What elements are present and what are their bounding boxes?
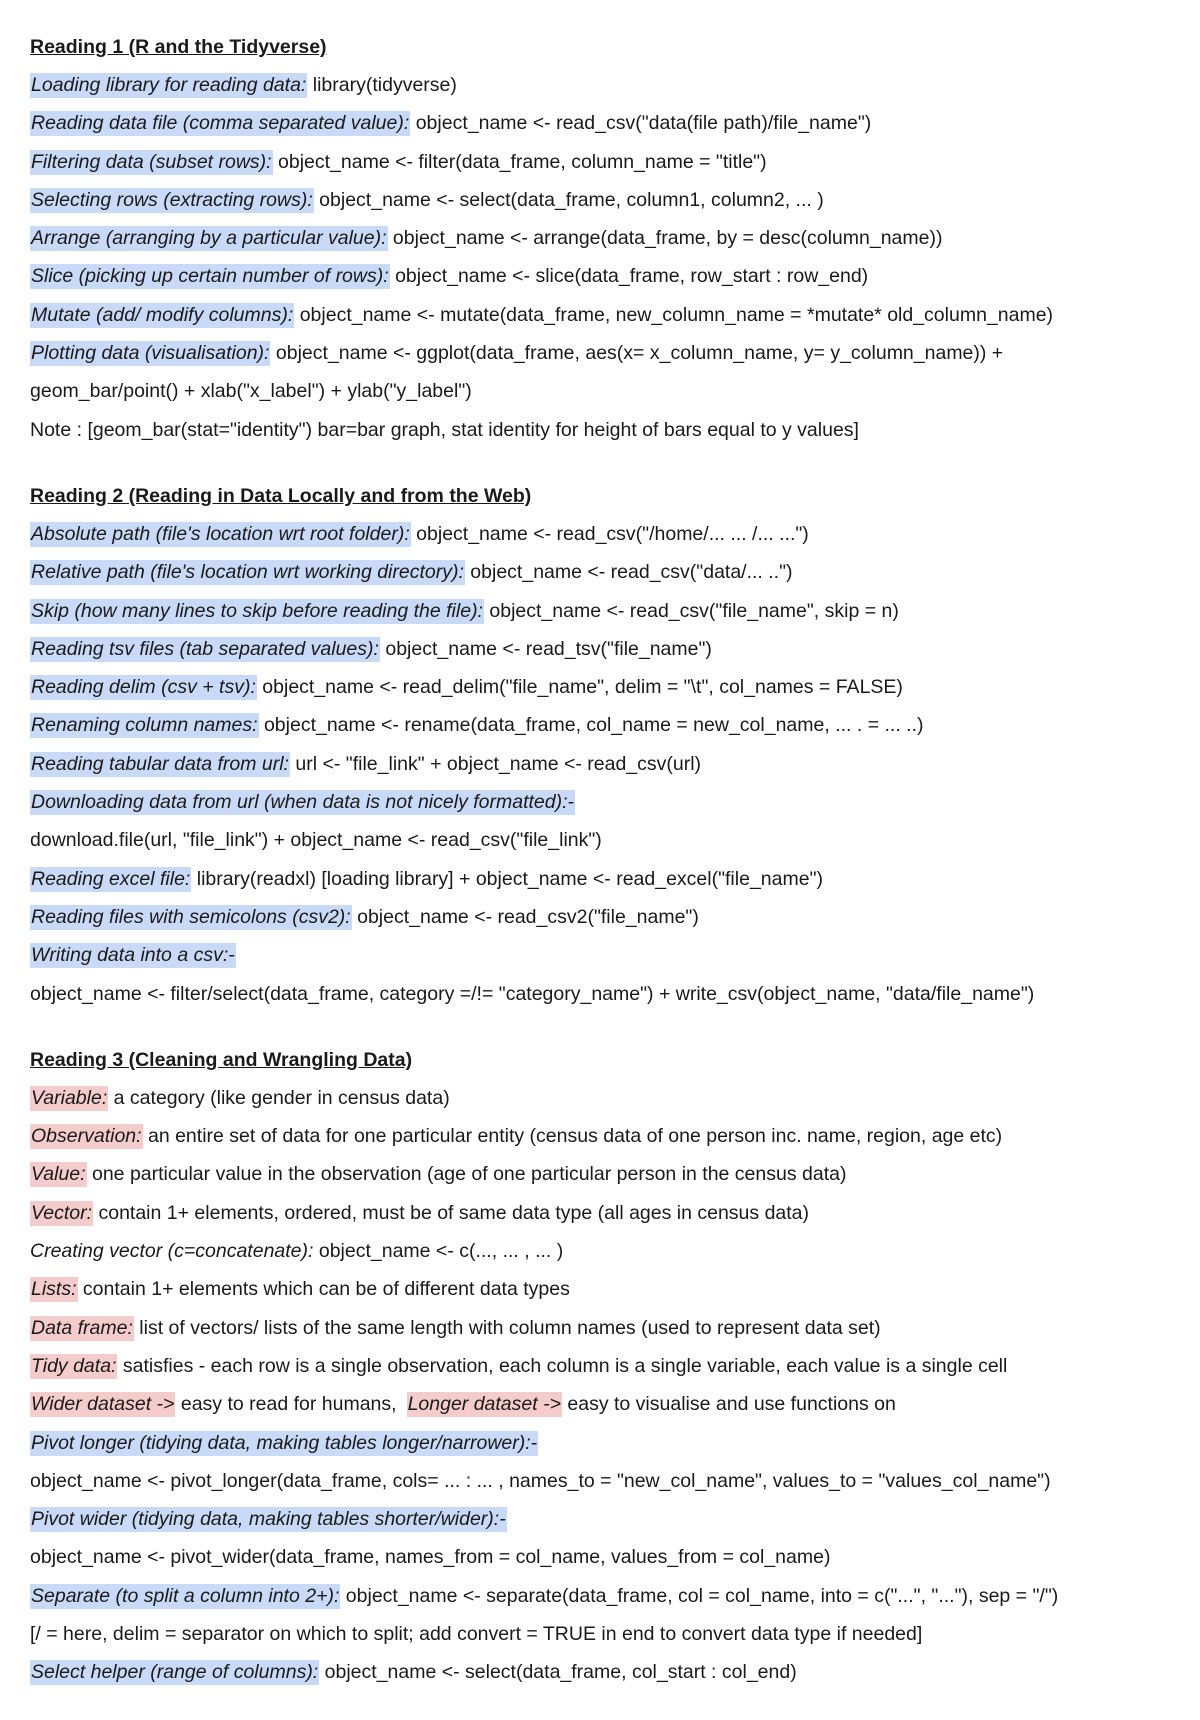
- note-text: easy to read for humans,: [175, 1393, 397, 1416]
- highlighted-term: Lists:: [31, 1278, 77, 1301]
- note-line: [30, 296, 1190, 334]
- note-line: [30, 372, 1190, 410]
- note-line: [30, 334, 1190, 372]
- highlighted-term: Filtering data (subset rows):: [31, 150, 272, 173]
- note-line: [30, 668, 1190, 706]
- highlighted-term: Plotting data (visualisation):: [31, 342, 270, 365]
- note-text: easy to visualise and use functions on: [561, 1393, 896, 1416]
- highlighted-term: Pivot wider (tidying data, making tables shorter/wider):-: [31, 1508, 506, 1531]
- highlighted-term: Relative path (file's location wrt working directory):: [31, 561, 464, 584]
- note-text: contain 1+ elements, ordered, must be of same data type (all ages in census data): [93, 1201, 810, 1224]
- note-line: [30, 1232, 1190, 1270]
- note-line: [30, 1653, 1190, 1691]
- highlighted-term: Mutate (add/ modify columns):: [31, 303, 294, 326]
- highlighted-term: Wider dataset ->: [31, 1393, 175, 1416]
- highlighted-term: Variable:: [31, 1086, 108, 1109]
- note-line: [30, 592, 1190, 630]
- highlighted-term: Absolute path (file's location wrt root folder):: [31, 522, 410, 545]
- note-line: [30, 1577, 1190, 1615]
- note-line: [30, 936, 1190, 974]
- note-line: [30, 630, 1190, 668]
- note-line: [30, 1538, 1190, 1576]
- highlighted-term: Data frame:: [31, 1316, 133, 1339]
- note-text: object_name <- slice(data_frame, row_start : row_end): [389, 265, 869, 288]
- note-line: [30, 1194, 1190, 1232]
- note-text: list of vectors/ lists of the same length with column names (used to represent data set): [133, 1316, 881, 1339]
- note-text: contain 1+ elements which can be of different data types: [77, 1278, 570, 1301]
- note-text: object_name <- c(..., ... , ... ): [313, 1240, 564, 1263]
- note-line: [30, 553, 1190, 591]
- note-text: object_name <- read_tsv("file_name"): [379, 637, 712, 660]
- note-text: object_name <- select(data_frame, column1, column2, ... ): [313, 188, 824, 211]
- note-line: [30, 1347, 1190, 1385]
- note-line: [30, 411, 1190, 449]
- highlighted-term: Reading excel file:: [31, 867, 191, 890]
- highlighted-term: Renaming column names:: [31, 714, 258, 737]
- note-line: [30, 1500, 1190, 1538]
- section-heading: Reading 3 (Cleaning and Wrangling Data): [30, 1048, 413, 1071]
- note-text: object_name <- rename(data_frame, col_name = new_col_name, ... . = ... ..): [258, 714, 924, 737]
- note-text: url <- "file_link" + object_name <- read_csv(url): [289, 752, 702, 775]
- section-reading-1: [30, 28, 1190, 449]
- note-text: satisfies - each row is a single observation, each column is a single variable, each value is a single cell: [117, 1354, 1008, 1377]
- highlighted-term: Reading delim (csv + tsv):: [31, 676, 256, 699]
- note-line: [30, 66, 1190, 104]
- note-text: object_name <- read_csv("file_name", skip = n): [483, 599, 899, 622]
- note-text: object_name <- read_csv("data/... .."): [464, 561, 793, 584]
- note-line: [30, 515, 1190, 553]
- highlighted-term: Reading files with semicolons (csv2):: [31, 905, 351, 928]
- note-text: object_name <- pivot_longer(data_frame, cols= ... : ... , names_to = "new_col_name", values_to = "values_col_name"): [30, 1469, 1051, 1492]
- highlighted-term: Longer dataset ->: [407, 1393, 561, 1416]
- note-line: [30, 706, 1190, 744]
- note-text: object_name <- select(data_frame, col_start : col_end): [319, 1661, 797, 1684]
- note-text: object_name <- read_csv("data(file path)/file_name"): [410, 112, 872, 135]
- note-line: [30, 898, 1190, 936]
- highlighted-term: Vector:: [31, 1201, 93, 1224]
- note-line: [30, 1117, 1190, 1155]
- note-text: library(readxl) [loading library] + object_name <- read_excel("file_name"): [191, 867, 823, 890]
- note-text: library(tidyverse): [307, 74, 457, 96]
- note-line: [30, 1462, 1190, 1500]
- note-text: object_name <- read_csv("/home/... ... /... ..."): [410, 522, 809, 545]
- note-text: download.file(url, "file_link") + object_name <- read_csv("file_link"): [30, 829, 602, 852]
- note-text: object_name <- mutate(data_frame, new_column_name = *mutate* old_column_name): [294, 303, 1054, 326]
- note-text: object_name <- pivot_wider(data_frame, names_from = col_name, values_from = col_name): [30, 1546, 831, 1569]
- note-text: object_name <- filter(data_frame, column_name = "title"): [272, 150, 767, 173]
- note-line: [30, 1079, 1190, 1117]
- note-line: [30, 783, 1190, 821]
- note-text: [/ = here, delim = separator on which to split; add convert = TRUE in end to convert data type if needed]: [30, 1622, 923, 1645]
- note-text: Note : [geom_bar(stat="identity") bar=bar graph, stat identity for height of bars equal to y values]: [30, 418, 859, 441]
- highlighted-term: Downloading data from url (when data is not nicely formatted):-: [31, 791, 575, 814]
- note-text: a category (like gender in census data): [108, 1086, 450, 1109]
- highlighted-term: Separate (to split a column into 2+):: [31, 1584, 340, 1607]
- notes-document: [30, 28, 1190, 1720]
- note-line: [30, 1270, 1190, 1308]
- note-text: object_name <- filter/select(data_frame, category =/!= "category_name") + write_csv(object_name, "data/file_name"): [30, 982, 1035, 1005]
- note-text: one particular value in the observation (age of one particular person in the census data): [86, 1163, 847, 1186]
- highlighted-term: Value:: [31, 1163, 86, 1186]
- highlighted-term: Tidy data:: [31, 1354, 117, 1377]
- note-text: geom_bar/point() + xlab("x_label") + ylab("y_label"): [30, 380, 472, 403]
- note-line: [30, 257, 1190, 295]
- section-heading: Reading 2 (Reading in Data Locally and from the Web): [30, 484, 532, 507]
- note-line: [30, 1309, 1190, 1347]
- note-text: object_name <- ggplot(data_frame, aes(x= x_column_name, y= y_column_name)) +: [270, 342, 1004, 365]
- highlighted-term: Selecting rows (extracting rows):: [31, 188, 313, 211]
- note-line: [30, 860, 1190, 898]
- note-line: [30, 745, 1190, 783]
- note-line: [30, 181, 1190, 219]
- note-text: object_name <- read_csv2("file_name"): [351, 905, 699, 928]
- highlighted-term: Writing data into a csv:-: [31, 944, 235, 967]
- note-line: [30, 1385, 1190, 1423]
- highlighted-term: Creating vector (c=concatenate):: [30, 1240, 314, 1263]
- section-reading-3: [30, 1041, 1190, 1692]
- note-text: object_name <- separate(data_frame, col = col_name, into = c("...", "..."), sep = "/"): [340, 1584, 1059, 1607]
- note-text: an entire set of data for one particular entity (census data of one person inc. name, region, age etc): [142, 1125, 1003, 1148]
- note-text: object_name <- read_delim("file_name", delim = "\t", col_names = FALSE): [256, 676, 903, 699]
- section-heading: Reading 1 (R and the Tidyverse): [30, 36, 327, 58]
- note-line: [30, 219, 1190, 257]
- note-line: [30, 1155, 1190, 1193]
- note-line: [30, 821, 1190, 859]
- note-text: object_name <- arrange(data_frame, by = desc(column_name)): [387, 227, 943, 250]
- note-line: [30, 143, 1190, 181]
- highlighted-term: Reading data file (comma separated value):: [31, 112, 410, 135]
- highlighted-term: Reading tabular data from url:: [31, 752, 289, 775]
- note-line: [30, 1615, 1190, 1653]
- highlighted-term: Pivot longer (tidying data, making tables longer/narrower):-: [31, 1431, 538, 1454]
- note-line: [30, 1424, 1190, 1462]
- highlighted-term: Loading library for reading data:: [31, 74, 307, 96]
- highlighted-term: Arrange (arranging by a particular value):: [31, 227, 387, 250]
- highlighted-term: Reading tsv files (tab separated values):: [31, 637, 379, 660]
- note-line: [30, 975, 1190, 1013]
- highlighted-term: Slice (picking up certain number of rows):: [31, 265, 389, 288]
- note-line: [30, 104, 1190, 142]
- section-reading-2: [30, 477, 1190, 1013]
- highlighted-term: Observation:: [31, 1125, 142, 1148]
- highlighted-term: Skip (how many lines to skip before reading the file):: [31, 599, 483, 622]
- highlighted-term: Select helper (range of columns):: [31, 1661, 319, 1684]
